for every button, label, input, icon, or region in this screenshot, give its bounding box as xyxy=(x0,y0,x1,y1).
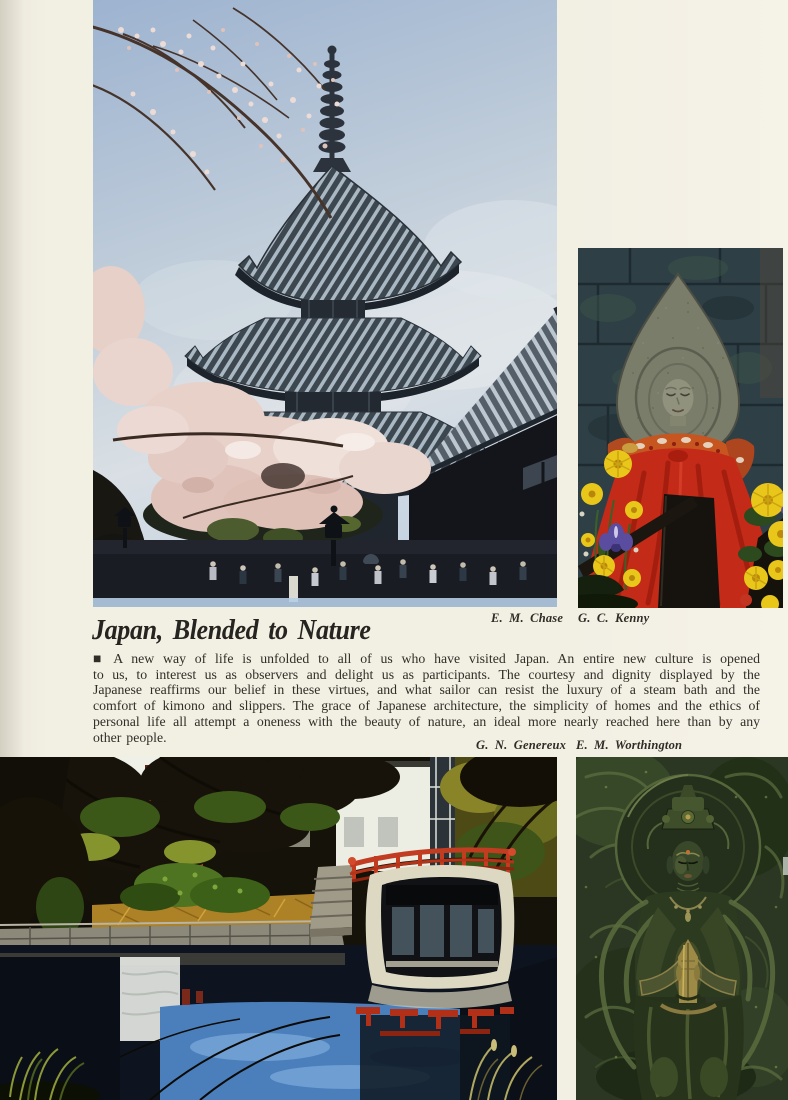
bronze-kannon-photo xyxy=(576,757,788,1100)
body-line: Japanese reaffirms our belief in these virtues, and what sailor can resist the luxury of a steam bath and the xyxy=(93,682,760,698)
body-line: ■ A new way of life is unfolded to all of us who have visited Japan. An entire new culture is opened xyxy=(93,651,760,666)
photo-credit-worthington: E. M. Worthington xyxy=(576,738,683,752)
page-title: Japan, Blended to Nature xyxy=(92,615,371,646)
photo-credit-chase: E. M. Chase xyxy=(491,611,564,625)
jizo-statue-photo xyxy=(578,248,783,608)
pagoda-photo-art xyxy=(93,0,557,607)
photo-credit-kenny: G. C. Kenny xyxy=(578,611,650,625)
body-line: personal life all attempt a oneness with the beauty of nature, an ideal more nearly reached here than by any xyxy=(93,713,760,729)
garden-pond-photo xyxy=(0,757,557,1100)
body-line: to us, to interest us as observers and delight us as participants. The courtesy and dignity displayed by the xyxy=(93,666,760,682)
page-gutter-shadow xyxy=(0,0,24,757)
body-paragraph xyxy=(93,651,760,745)
photo-credit-genereux: G. N. Genereux xyxy=(476,738,567,752)
body-line: other people. xyxy=(93,729,167,745)
pagoda-photo xyxy=(93,0,557,607)
body-line: comfort of kimono and slippers. The grace of Japanese architecture, the simplicity of homes and the ethics of xyxy=(93,698,760,714)
garden-pond-photo-art xyxy=(0,757,557,1100)
bronze-kannon-photo-art xyxy=(576,757,788,1100)
jizo-statue-photo-art xyxy=(578,248,783,608)
